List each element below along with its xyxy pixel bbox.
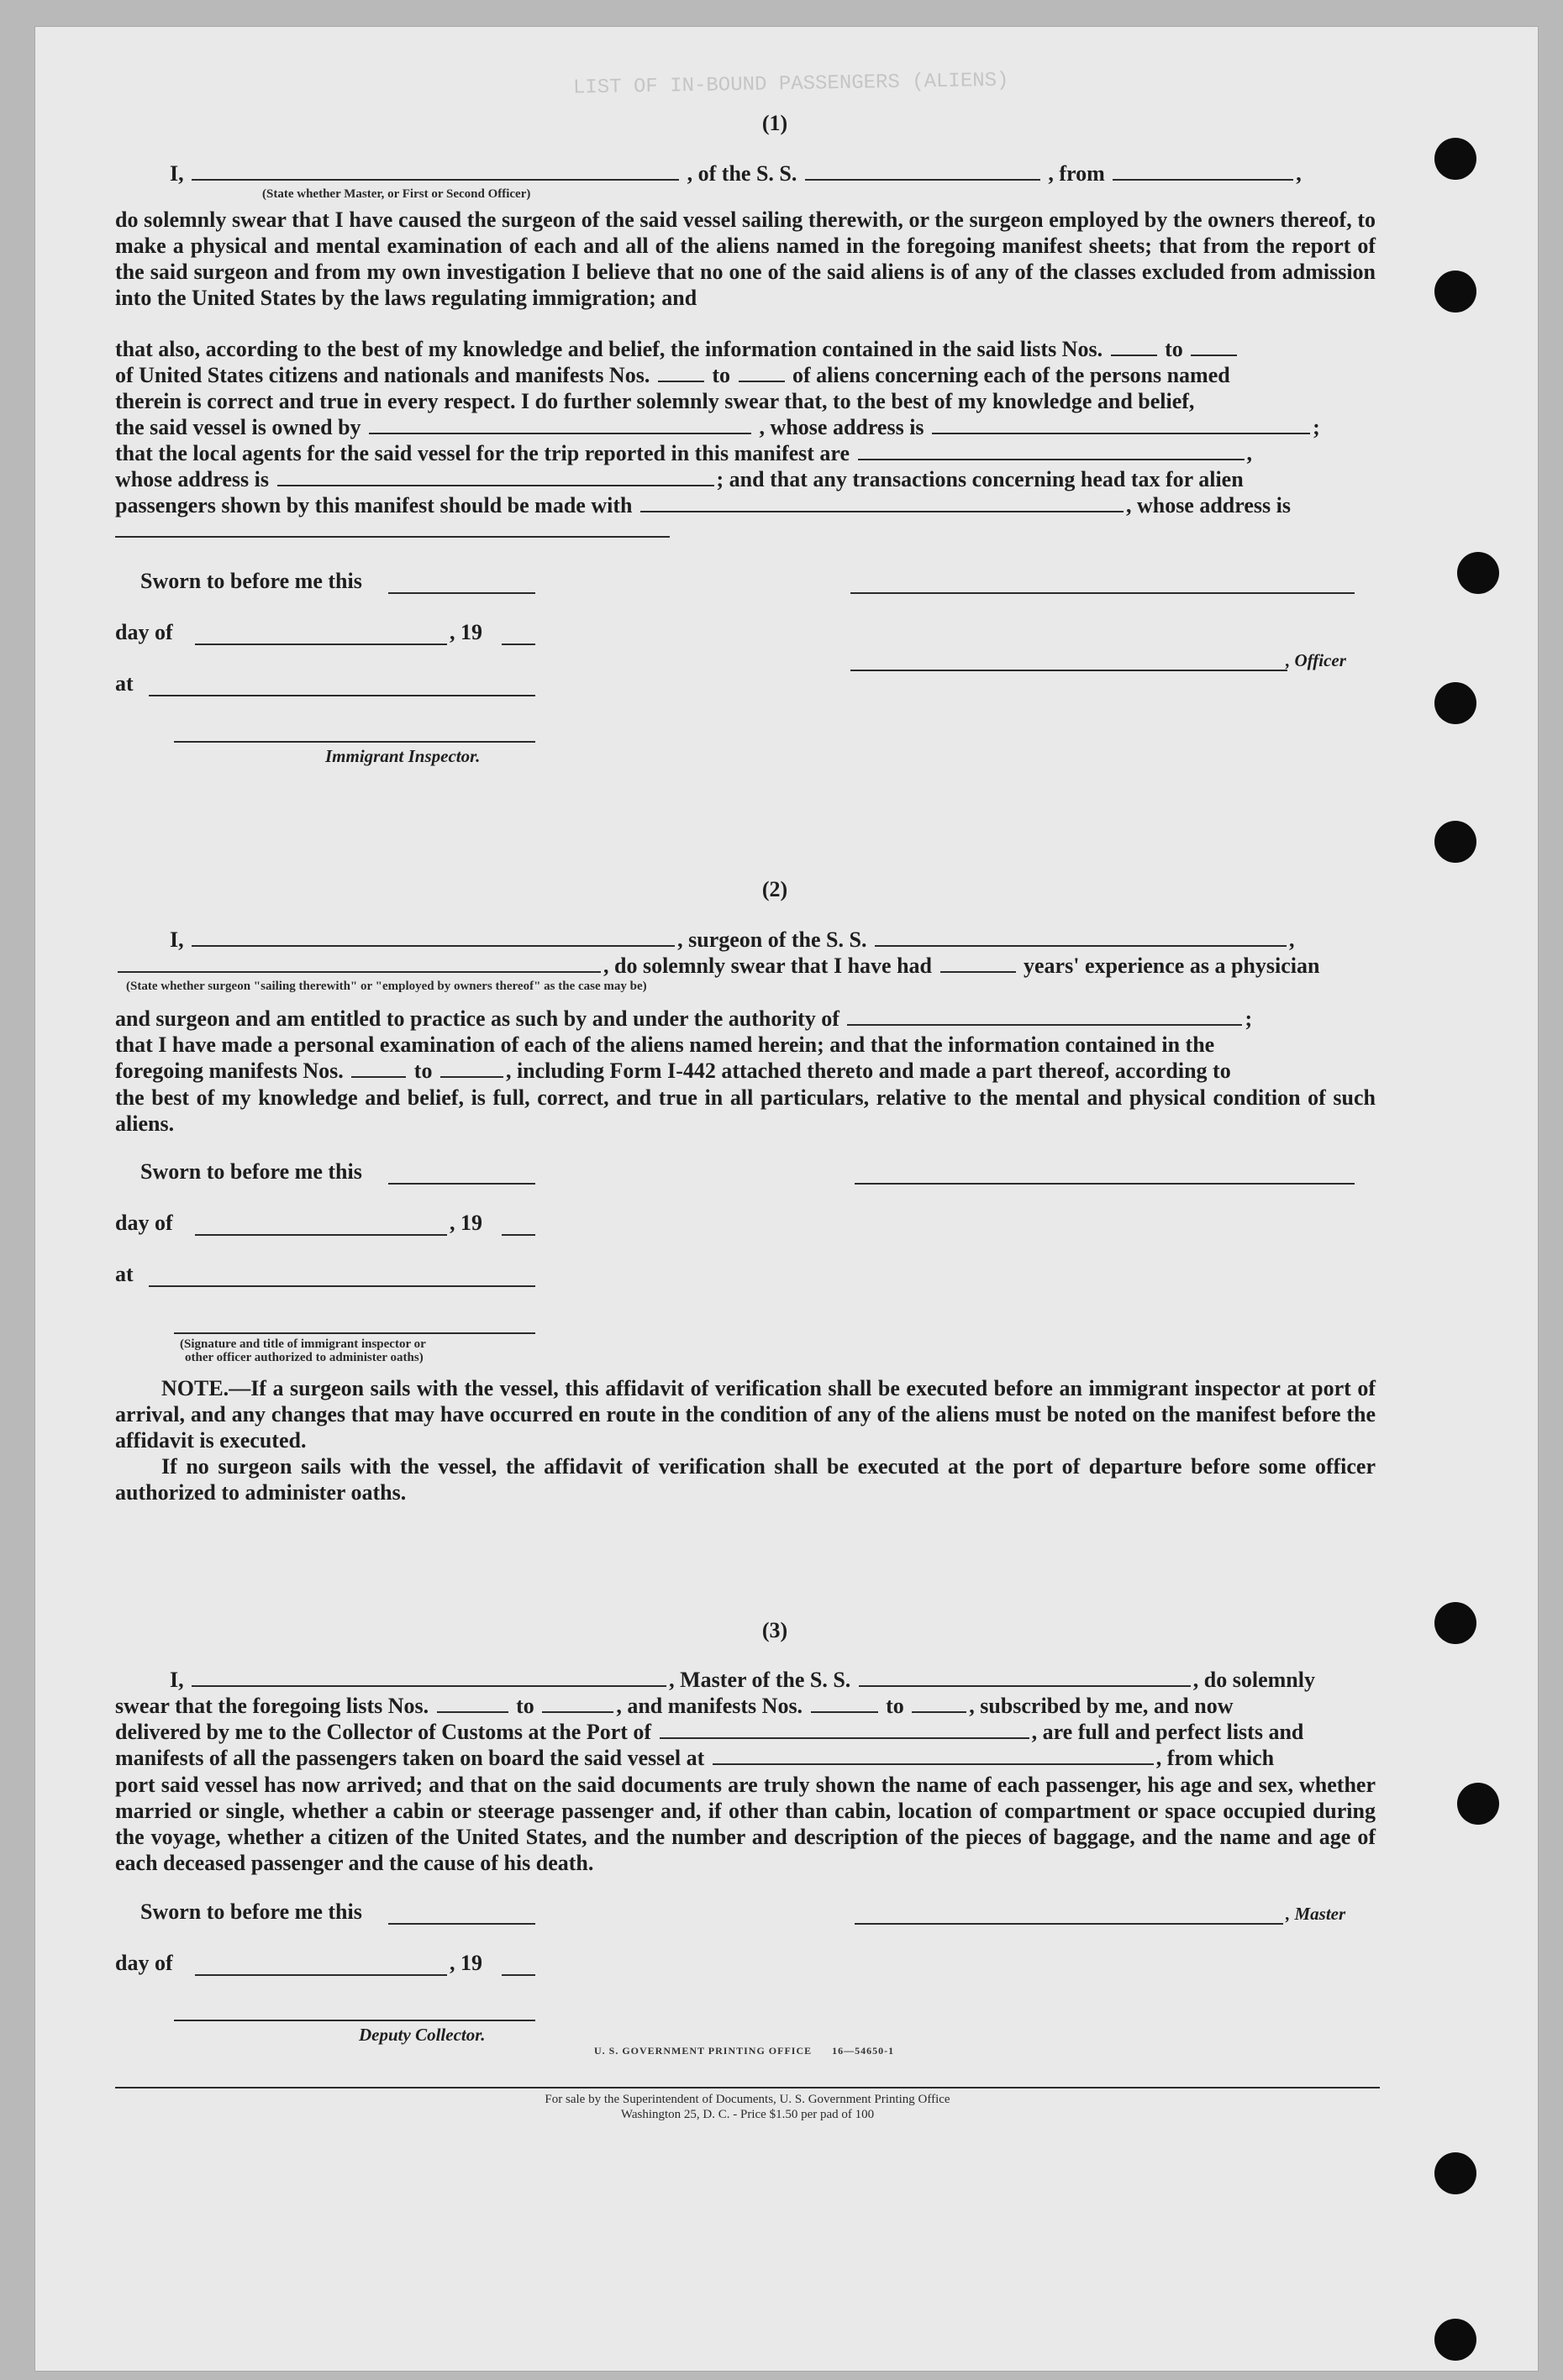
binder-hole — [1434, 2319, 1476, 2361]
section3-lists-line — [115, 1694, 1380, 1719]
semicolon: ; — [1245, 1006, 1253, 1031]
swear-text: , do solemnly — [1192, 1668, 1315, 1692]
rank-note: (State whether Master, or First or Second Officer) — [262, 187, 531, 201]
gpo-imprint: U. S. GOVERNMENT PRINTING OFFICE 16—54650-1 — [594, 2045, 895, 2057]
section2-swear-line — [115, 954, 1380, 979]
owner-address-field[interactable] — [932, 432, 1310, 434]
inspector-signature-field[interactable] — [174, 741, 535, 743]
label-i: I, — [170, 161, 184, 186]
manifests-to-field[interactable] — [440, 1075, 503, 1078]
officer-title-field[interactable] — [850, 670, 1287, 671]
deputy-collector-label: Deputy Collector. — [359, 2025, 486, 2045]
from-which-text: , from which — [1155, 1746, 1275, 1770]
label-master: , Master of the S. S. — [669, 1668, 851, 1692]
manifest-verification-form — [35, 27, 1538, 2371]
surgeon-status-field[interactable] — [118, 970, 601, 973]
surgeon-name-field[interactable] — [192, 944, 675, 947]
binder-hole — [1457, 1783, 1499, 1825]
master-label: , Master — [1286, 1904, 1346, 1924]
years-text: years' experience as a physician — [1024, 954, 1320, 978]
ship-name-field[interactable] — [859, 1684, 1191, 1687]
year-field[interactable] — [502, 644, 535, 645]
section2-rest-text: the best of my knowledge and belief, is full, correct, and true in all particulars, relative to the mental and physical condition of such aliens. — [115, 1085, 1376, 1136]
lists-from-field[interactable] — [437, 1710, 508, 1713]
lists-text: swear that the foregoing lists Nos. — [115, 1694, 429, 1718]
month-field[interactable] — [195, 644, 447, 645]
section2-manifests-line — [115, 1059, 1380, 1084]
section1-lists-line — [115, 337, 1376, 362]
sworn-day-field[interactable] — [388, 1923, 535, 1925]
master-name-field[interactable] — [192, 1684, 666, 1687]
manifests-to-field[interactable] — [912, 1710, 966, 1713]
sworn-day-field[interactable] — [388, 592, 535, 594]
manifests-text: manifests of all the passengers taken on board the said vessel at — [115, 1746, 705, 1770]
year-field[interactable] — [502, 1234, 535, 1236]
section1-owner-line — [115, 415, 1380, 440]
day-of-label: day of — [115, 620, 173, 644]
at-place-field[interactable] — [149, 1285, 535, 1287]
year-field[interactable] — [502, 1974, 535, 1976]
delivered-text: delivered by me to the Collector of Customs at the Port of — [115, 1720, 652, 1744]
section2-note-1 — [115, 1375, 1376, 1453]
head-tax-text: ; and that any transactions concerning head tax for alien — [716, 467, 1244, 491]
lists-to-field[interactable] — [1191, 354, 1237, 356]
year-label: , 19 — [450, 1951, 482, 1975]
comma: , — [1296, 161, 1302, 186]
signature-note-2: other officer authorized to administer oaths) — [185, 1351, 424, 1364]
year-label: , 19 — [450, 620, 482, 644]
manifests-from-field[interactable] — [811, 1710, 878, 1713]
exam-text: that I have made a personal examination of each of the aliens named herein; and that the information contained in the — [115, 1032, 1215, 1057]
binder-hole — [1434, 821, 1476, 863]
day-of-label: day of — [115, 1211, 173, 1235]
section1-manifests-line — [115, 363, 1376, 388]
section1-correct-line — [115, 389, 1380, 414]
binder-hole — [1434, 1602, 1476, 1644]
manifests-from-field[interactable] — [351, 1075, 406, 1078]
signature-note-1: (Signature and title of immigrant inspector or — [180, 1337, 426, 1351]
binder-hole — [1457, 552, 1499, 594]
sale-notice-line-2: Washington 25, D. C. - Price $1.50 per pad of 100 — [620, 2108, 875, 2121]
lists-text: that also, according to the best of my knowledge and belief, the information contained in the said lists Nos. — [115, 337, 1103, 361]
head-tax-party-field[interactable] — [640, 510, 1124, 512]
section1-head-tax-line — [115, 493, 1380, 518]
comma: , — [1288, 927, 1295, 952]
label-i: I, — [170, 1668, 184, 1692]
ship-name-field[interactable] — [805, 178, 1040, 181]
binder-hole — [1434, 271, 1476, 313]
at-place-field[interactable] — [149, 695, 535, 696]
section1-oath-text: do solemnly swear that I have caused the surgeon of the said vessel sailing therewith, or the surgeon employed by the owners thereof, to make a physical and mental examination of each and all of the aliens named in the foregoing manifest sheets; that from the report of the said surgeon and from my own investigation I believe that no one of the said aliens is of any of the classes excluded from admission into the United States by the laws regulating immigration; and — [115, 208, 1376, 310]
inspector-signature-field[interactable] — [174, 1332, 535, 1334]
agents-text: that the local agents for the said vessel for the trip reported in this manifest are — [115, 441, 850, 465]
label-to: to — [413, 1059, 433, 1083]
master-signature-field[interactable] — [855, 1923, 1283, 1925]
section-number: (2) — [761, 877, 788, 901]
address-continuation-line[interactable] — [115, 536, 670, 538]
officer-signature-field[interactable] — [850, 592, 1355, 594]
label-to: to — [886, 1694, 904, 1718]
manifests-text-b: of aliens concerning each of the persons named — [792, 363, 1230, 387]
label-of-ss: , of the S. S. — [687, 161, 797, 186]
practice-text: and surgeon and am entitled to practice as such by and under the authority of — [115, 1006, 839, 1031]
section1-agents-line — [115, 441, 1380, 466]
label-to: to — [712, 363, 730, 387]
lists-from-field[interactable] — [1111, 354, 1157, 356]
agents-address-field[interactable] — [277, 484, 714, 486]
inspector-label: Immigrant Inspector. — [325, 746, 481, 766]
form-text: , including Form I-442 attached thereto and made a part thereof, according to — [505, 1059, 1231, 1083]
officer-label: , Officer — [1286, 650, 1346, 670]
note-label: NOTE. — [161, 1376, 229, 1400]
at-label: at — [115, 671, 134, 696]
lists-to-field[interactable] — [542, 1710, 613, 1713]
years-experience-field[interactable] — [940, 970, 1016, 973]
agents-field[interactable] — [858, 458, 1245, 460]
semicolon: ; — [1313, 415, 1320, 439]
sworn-day-field[interactable] — [388, 1183, 535, 1185]
owned-text: the said vessel is owned by — [115, 415, 361, 439]
owner-field[interactable] — [369, 432, 751, 434]
day-of-label: day of — [115, 1951, 173, 1975]
head-text: passengers shown by this manifest should be made with — [115, 493, 633, 518]
sworn-label: Sworn to before me this — [140, 1159, 362, 1184]
section1-officer-line — [170, 161, 1380, 187]
label-i: I, — [170, 927, 184, 952]
section2-surgeon-line — [170, 927, 1380, 953]
sale-notice-line-1: For sale by the Superintendent of Documents, U. S. Government Printing Office — [545, 2093, 950, 2106]
section2-note-2: If no surgeon sails with the vessel, the affidavit of verification shall be executed at the port of departure before some officer authorized to administer oaths. — [115, 1454, 1376, 1505]
section-number: (1) — [761, 111, 788, 135]
manifests-to-field[interactable] — [739, 380, 785, 382]
authority-field[interactable] — [847, 1023, 1242, 1026]
label-to: to — [516, 1694, 534, 1718]
sworn-label: Sworn to before me this — [140, 569, 362, 593]
section3-master-line — [170, 1668, 1380, 1693]
section2-practice-line — [115, 1006, 1380, 1032]
section2-exam-line — [115, 1032, 1380, 1058]
manifests-from-field[interactable] — [658, 380, 704, 382]
section3-manifests-line — [115, 1746, 1380, 1771]
binder-hole — [1434, 2152, 1476, 2194]
surgeon-status-note: (State whether surgeon "sailing therewith" or "employed by owners thereof" as the case may be) — [126, 980, 647, 993]
label-to: to — [1165, 337, 1183, 361]
manifests-text: , and manifests Nos. — [616, 1694, 803, 1718]
whose-address-text: , whose address is — [1125, 493, 1291, 518]
label-surgeon: , surgeon of the S. S. — [677, 927, 867, 952]
swear-text: , do solemnly swear that I have had — [603, 954, 933, 978]
address-text: , whose address is — [759, 415, 924, 439]
note-text: —If a surgeon sails with the vessel, this affidavit of verification shall be executed before an immigrant inspector at port of arrival, and any changes that may have occurred en route in the condition of any of the aliens must be noted on the manifest before the affidavit is executed. — [115, 1376, 1376, 1453]
year-label: , 19 — [450, 1211, 482, 1235]
at-label: at — [115, 1262, 134, 1286]
correct-text: therein is correct and true in every respect. I do further solemnly swear that, to the best of my knowledge and belief, — [115, 389, 1195, 413]
footer-rule — [115, 2087, 1380, 2088]
officer-name-field[interactable] — [192, 178, 679, 181]
binder-hole — [1434, 682, 1476, 724]
departure-port-field[interactable] — [713, 1763, 1154, 1765]
section3-rest-text: port said vessel has now arrived; and that on the said documents are truly shown the name of each passenger, his age and sex, whether married or single, whether a cabin or steerage passenger and, if other than cabin, location of compartment or space occupied during the voyage, whether a citizen of the United States, and the number and description of the pieces of baggage, and the name and age of each deceased passenger and the cause of his death. — [115, 1773, 1376, 1875]
sale-notice — [115, 2092, 1380, 2122]
comma: , — [1246, 441, 1253, 465]
from-port-field[interactable] — [1113, 178, 1293, 181]
bleed-through-text: LIST OF IN-BOUND PASSENGERS (ALIENS) — [572, 69, 1009, 100]
manifests-text: of United States citizens and nationals and manifests Nos. — [115, 363, 650, 387]
section1-whose-line — [115, 467, 1380, 492]
deputy-signature-field[interactable] — [174, 2020, 535, 2021]
whose-text: whose address is — [115, 467, 270, 491]
port-field[interactable] — [660, 1736, 1029, 1739]
manifests-text: foregoing manifests Nos. — [115, 1059, 344, 1083]
full-lists-text: , are full and perfect lists and — [1031, 1720, 1304, 1744]
label-from: , from — [1048, 161, 1105, 186]
month-field[interactable] — [195, 1974, 447, 1976]
subscribed-text: , subscribed by me, and now — [969, 1694, 1234, 1718]
month-field[interactable] — [195, 1234, 447, 1236]
ship-name-field[interactable] — [875, 944, 1287, 947]
sworn-label: Sworn to before me this — [140, 1899, 362, 1924]
section3-delivered-line — [115, 1720, 1380, 1745]
section-number: (3) — [761, 1618, 788, 1642]
binder-hole — [1434, 138, 1476, 180]
surgeon-signature-field[interactable] — [855, 1183, 1355, 1185]
